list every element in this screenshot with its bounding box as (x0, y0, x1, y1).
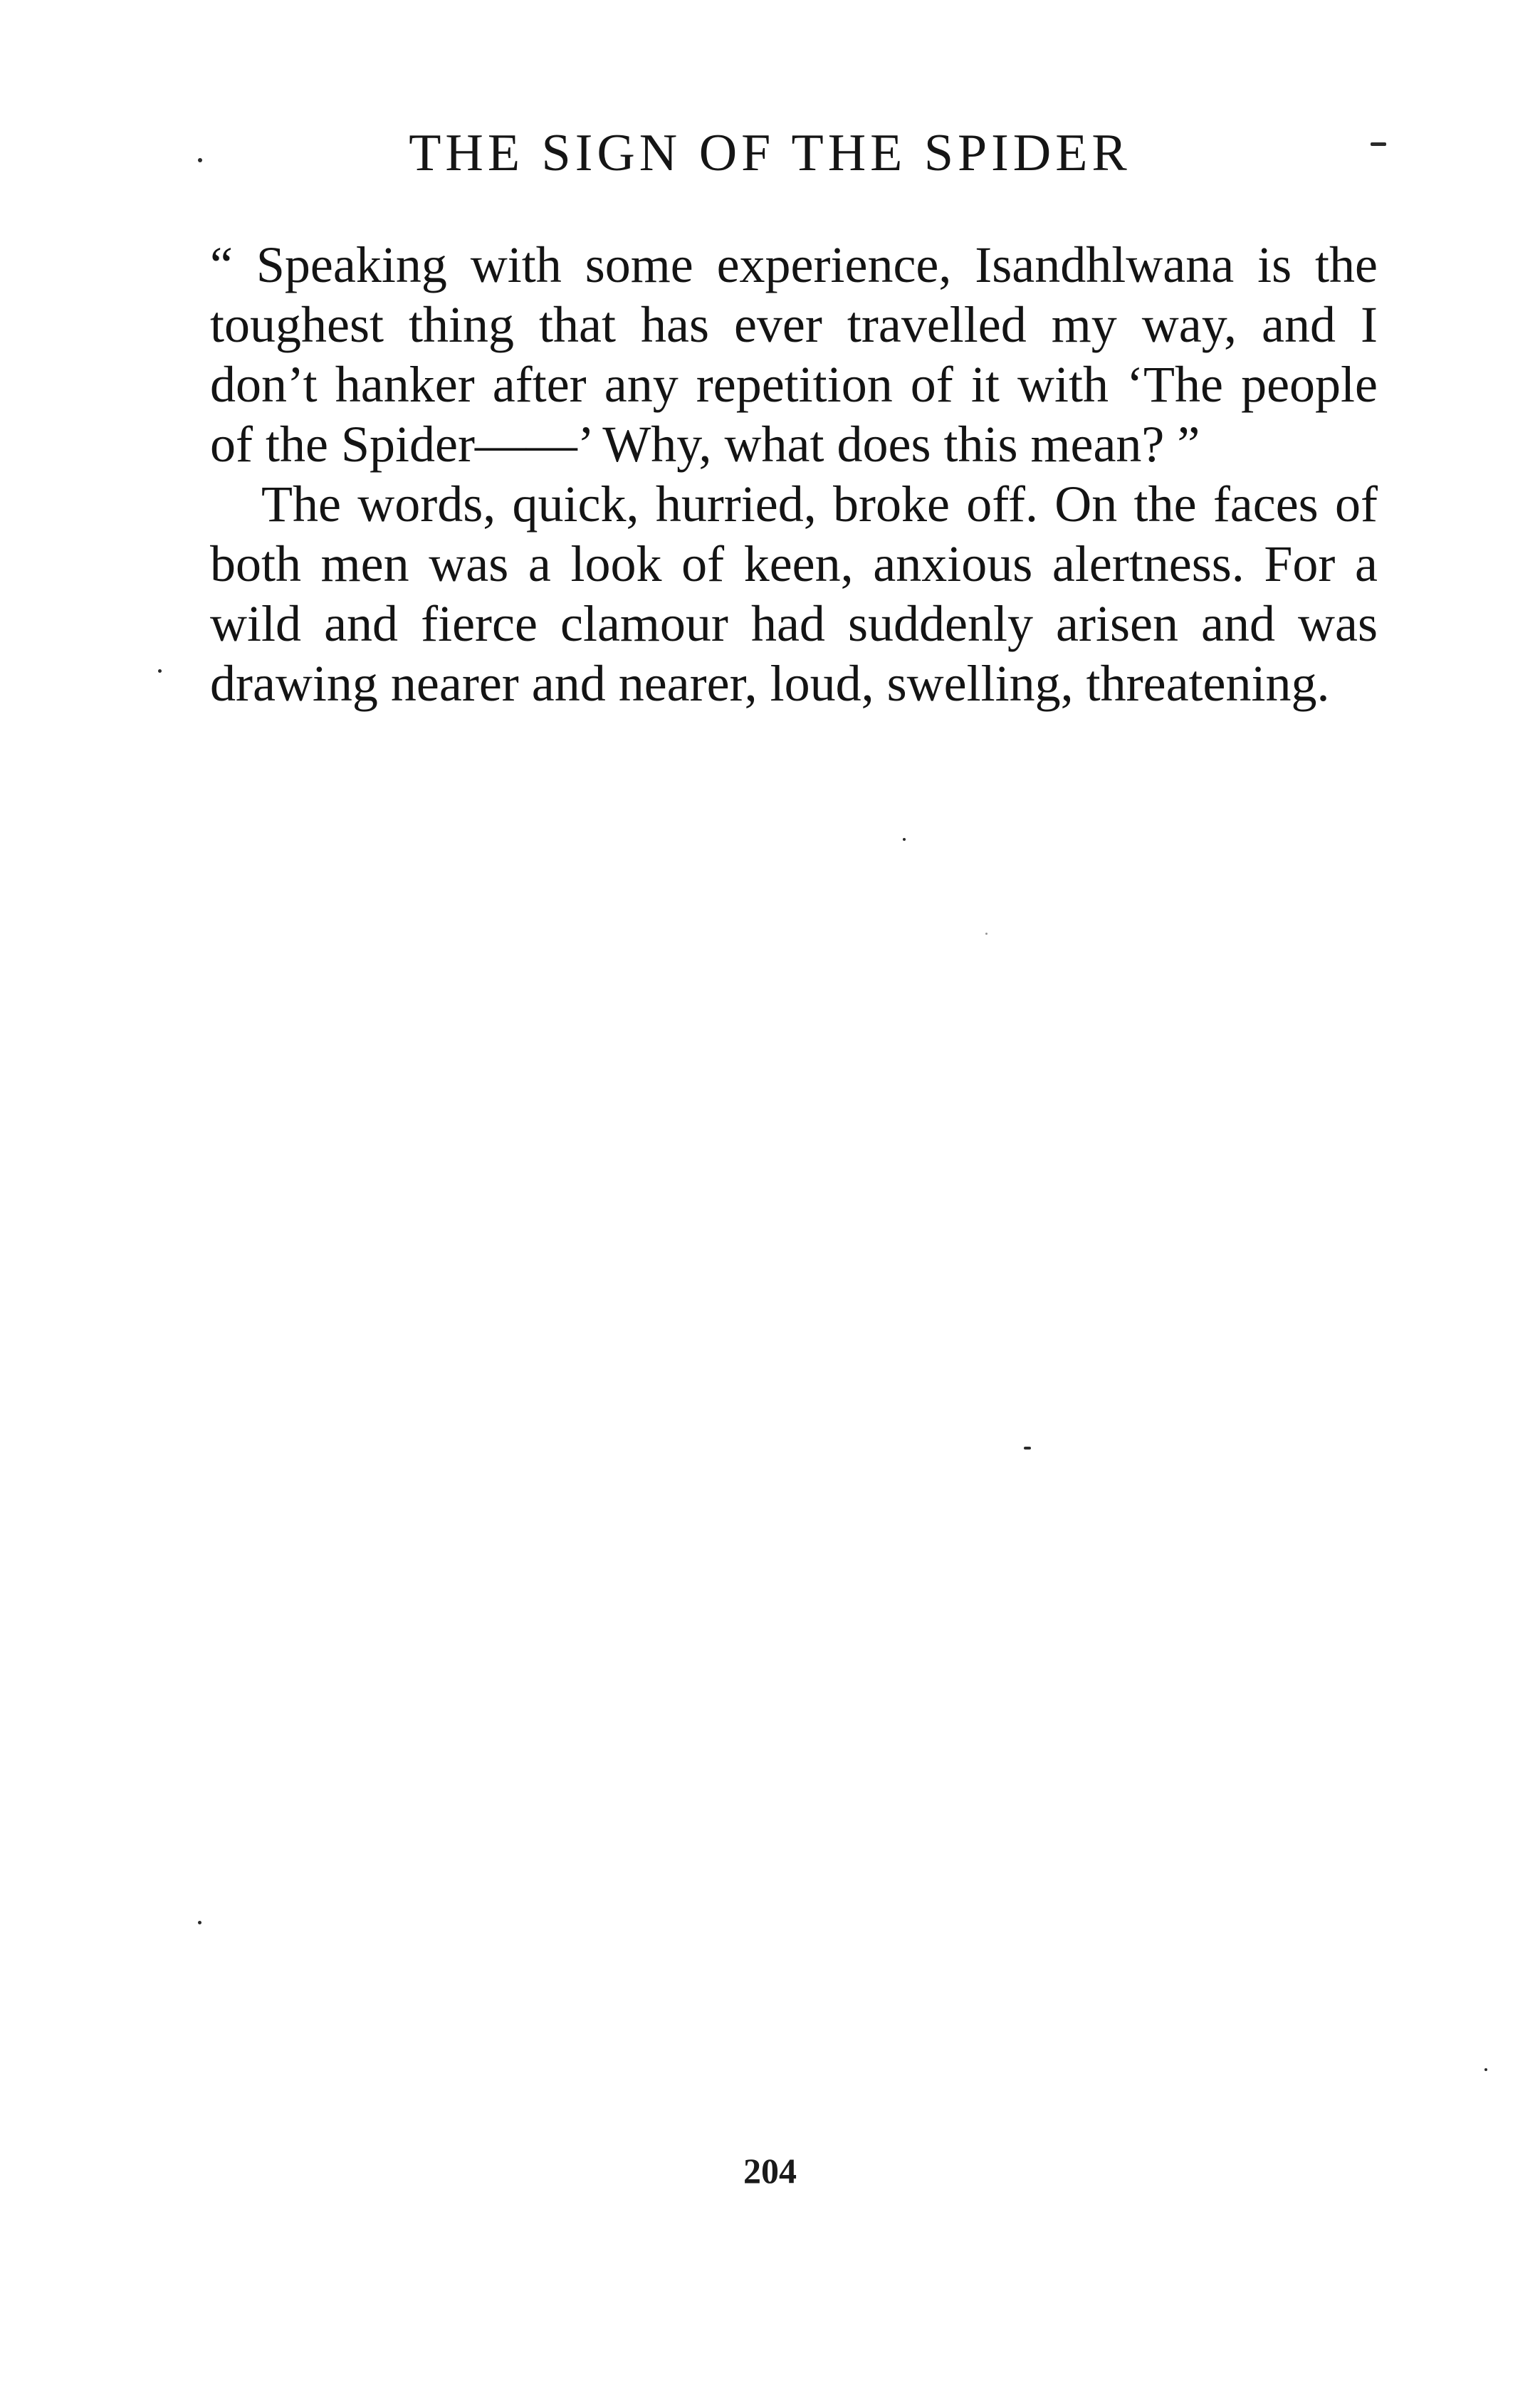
scan-speck (1484, 2068, 1487, 2071)
page-number: 204 (743, 2151, 797, 2191)
paragraph-2: The words, quick, hurried, broke off. On the faces of both men was a look of keen, anxious alertness. For a wild and fierce clamour had suddenly arisen and was drawing nearer and nearer, loud, swelling, threatening. (210, 476, 1378, 712)
scan-speck (1371, 142, 1386, 146)
paragraph-1: “ Speaking with some experience, Isandhlwana is the toughest thing that has ever travelled my way, and I don’t hanker after any repetition of it with ‘The people of the Spider——’ Why, what does this mean? ” (210, 236, 1378, 473)
scan-speck (198, 1921, 201, 1924)
body-text (210, 235, 1378, 713)
scan-speck (985, 933, 988, 935)
scan-speck (1024, 1447, 1031, 1450)
scan-speck (903, 838, 906, 841)
scan-speck (198, 158, 202, 162)
scan-speck (158, 669, 162, 673)
running-head: THE SIGN OF THE SPIDER (409, 124, 1131, 182)
